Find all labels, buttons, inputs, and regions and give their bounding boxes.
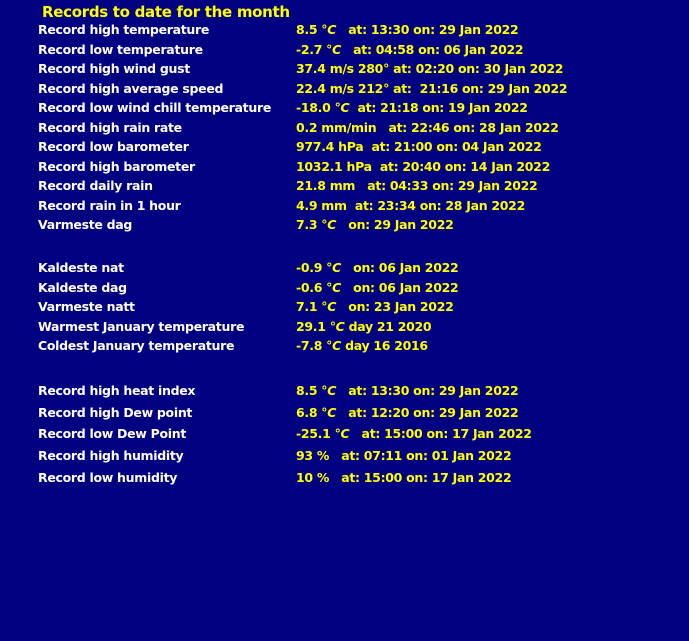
record-value: 4.9 mm at: 23:34 on: 28 Jan 2022 — [296, 197, 525, 213]
record-value: 93 % at: 07:11 on: 01 Jan 2022 — [296, 448, 512, 464]
record-row — [0, 118, 689, 138]
record-row — [0, 98, 689, 118]
record-row — [0, 423, 689, 445]
record-label: Record low temperature — [38, 41, 203, 57]
record-value: 8.5 °C at: 13:30 on: 29 Jan 2022 — [296, 22, 519, 37]
record-value: 977.4 hPa at: 21:00 on: 04 Jan 2022 — [296, 139, 542, 154]
record-row — [0, 196, 689, 216]
records-table — [0, 20, 689, 488]
record-row — [0, 79, 689, 99]
section-day-night-records — [0, 258, 689, 356]
record-label: Record high Dew point — [38, 404, 193, 420]
record-label: Coldest January temperature — [38, 338, 235, 353]
record-label: Record low barometer — [38, 139, 189, 154]
section-spacer — [0, 356, 689, 381]
record-label: Kaldeste dag — [38, 279, 127, 295]
record-value: 7.3 °C on: 29 Jan 2022 — [296, 217, 454, 232]
record-row — [0, 20, 689, 40]
record-row — [0, 176, 689, 196]
record-value: 7.1 °C on: 23 Jan 2022 — [296, 299, 454, 314]
record-label: Record high rain rate — [38, 119, 182, 135]
record-label: Warmest January temperature — [38, 318, 245, 334]
record-row — [0, 40, 689, 60]
record-value: -7.8 °C day 16 2016 — [296, 338, 428, 353]
record-label: Kaldeste nat — [38, 260, 124, 275]
record-label: Varmeste dag — [38, 217, 133, 232]
record-row — [0, 157, 689, 177]
record-row — [0, 278, 689, 298]
section-spacer — [0, 235, 689, 259]
record-row — [0, 215, 689, 235]
record-label: Record rain in 1 hour — [38, 197, 181, 213]
record-row — [0, 297, 689, 317]
record-label: Record high humidity — [38, 448, 184, 464]
record-value: 22.4 m/s 212° at: 21:16 on: 29 Jan 2022 — [296, 80, 568, 96]
record-label: Record high temperature — [38, 22, 210, 37]
record-value: -25.1 °C at: 15:00 on: 17 Jan 2022 — [296, 426, 532, 442]
record-value: 10 % at: 15:00 on: 17 Jan 2022 — [296, 469, 512, 485]
record-label: Record low Dew Point — [38, 426, 186, 442]
record-row — [0, 317, 689, 337]
record-value: 1032.1 hPa at: 20:40 on: 14 Jan 2022 — [296, 158, 550, 174]
section-monthly-records — [0, 20, 689, 235]
record-row — [0, 258, 689, 278]
record-value: 0.2 mm/min at: 22:46 on: 28 Jan 2022 — [296, 119, 559, 135]
record-value: -18.0 °C at: 21:18 on: 19 Jan 2022 — [296, 100, 528, 115]
record-value: 29.1 °C day 21 2020 — [296, 318, 432, 334]
record-label: Record high heat index — [38, 383, 196, 398]
record-value: 21.8 mm at: 04:33 on: 29 Jan 2022 — [296, 178, 538, 193]
record-row — [0, 380, 689, 402]
record-value: -0.6 °C on: 06 Jan 2022 — [296, 279, 459, 295]
record-label: Record high average speed — [38, 80, 224, 96]
record-row — [0, 336, 689, 356]
record-label: Record low wind chill temperature — [38, 100, 272, 115]
record-row — [0, 467, 689, 489]
record-label: Record low humidity — [38, 469, 178, 485]
record-row — [0, 137, 689, 157]
record-value: -0.9 °C on: 06 Jan 2022 — [296, 260, 459, 275]
section-humidity-dew-records — [0, 380, 689, 488]
page-title: Records to date for the month — [42, 3, 290, 21]
record-row — [0, 402, 689, 424]
record-label: Record daily rain — [38, 178, 153, 193]
record-label: Record high wind gust — [38, 61, 190, 76]
record-row — [0, 445, 689, 467]
record-row — [0, 59, 689, 79]
record-value: 8.5 °C at: 13:30 on: 29 Jan 2022 — [296, 383, 519, 398]
record-value: 6.8 °C at: 12:20 on: 29 Jan 2022 — [296, 404, 519, 420]
record-label: Record high barometer — [38, 158, 195, 174]
record-value: -2.7 °C at: 04:58 on: 06 Jan 2022 — [296, 41, 524, 57]
record-label: Varmeste natt — [38, 299, 135, 314]
record-value: 37.4 m/s 280° at: 02:20 on: 30 Jan 2022 — [296, 61, 564, 76]
